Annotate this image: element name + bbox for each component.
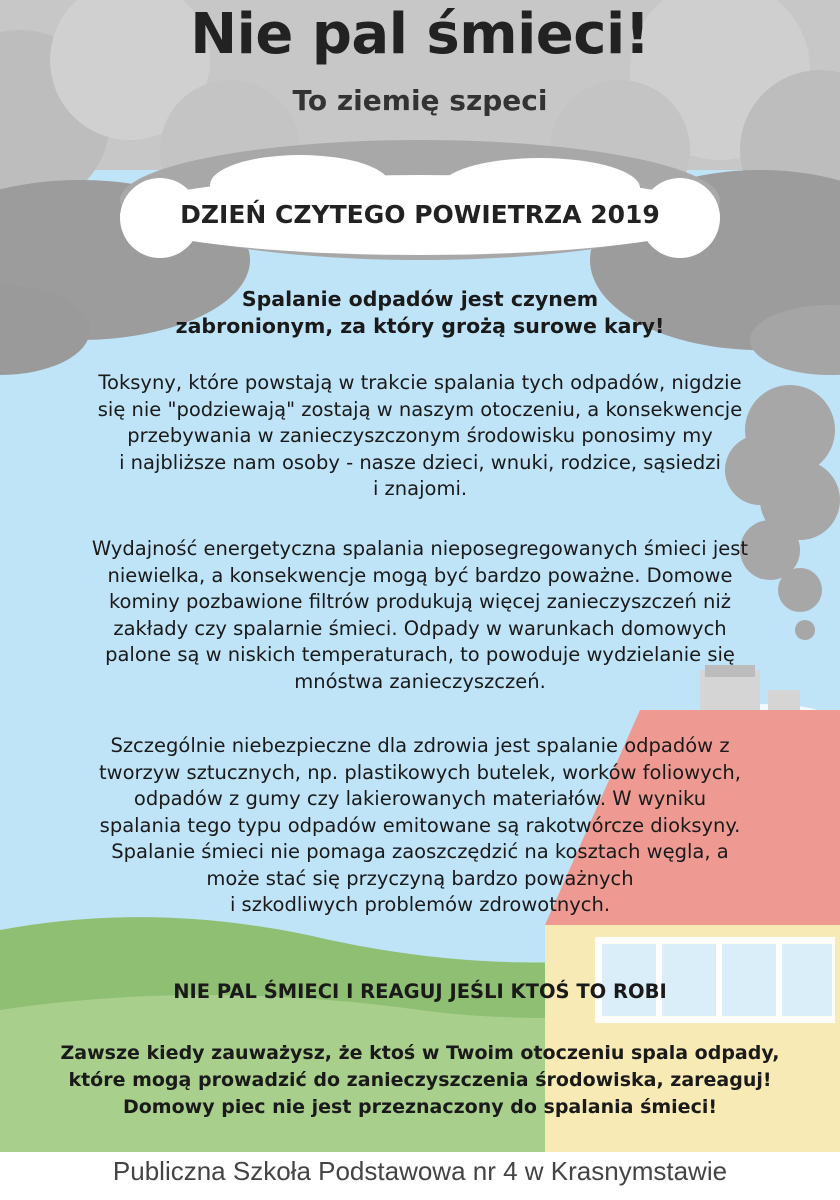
- event-title: DZIEŃ CZYTEGO POWIETRZA 2019: [180, 200, 660, 229]
- paragraph-line: palone są w niskich temperaturach, to powoduje wydzielanie się: [105, 643, 735, 666]
- school-footer: Publiczna Szkoła Podstawowa nr 4 w Krasnymstawie: [112, 1156, 728, 1186]
- paragraph-line: zakłady czy spalarnie śmieci. Odpady w warunkach domowych: [113, 616, 727, 640]
- lead-line: zabronionym, za który grożą surowe kary!: [175, 314, 665, 338]
- page-subtitle: To ziemię szpeci: [292, 84, 548, 117]
- paragraph-line: się nie "podziewają" zostają w naszym otoczeniu, a konsekwencje: [97, 397, 743, 421]
- paragraph-line: przebywania w zanieczyszczonym środowisku ponosimy my: [127, 424, 713, 447]
- paragraph-line: niewielka, a konsekwencje mogą być bardzo poważne. Domowe: [107, 563, 733, 587]
- paragraph-line: odpadów z gumy czy lakierowanych materiałów. W wyniku: [133, 787, 707, 810]
- paragraph-line: Toksyny, które powstają w trakcie spalania tych odpadów, nigdzie: [98, 371, 742, 394]
- call-to-action: NIE PAL ŚMIECI I REAGUJ JEŚLI KTOŚ TO ROBI: [173, 980, 667, 1003]
- lead-line: Spalanie odpadów jest czynem: [241, 287, 599, 311]
- paragraph-line: i szkodliwych problemów zdrowotnych.: [229, 893, 611, 916]
- paragraph-toxins: [0, 370, 840, 503]
- lead-paragraph: [0, 286, 840, 340]
- paragraph-line: Szczególnie niebezpieczne dla zdrowia jest spalanie odpadów z: [110, 734, 730, 757]
- paragraph-line: mnóstwa zanieczyszczeń.: [294, 669, 546, 693]
- paragraph-line: tworzyw sztucznych, np. plastikowych butelek, worków foliowych,: [99, 760, 741, 784]
- paragraph-line: spalania tego typu odpadów emitowane są rakotwórcze dioksyny.: [99, 813, 741, 837]
- closing-paragraph: [0, 1040, 840, 1121]
- paragraph-line: i znajomi.: [372, 477, 468, 500]
- paragraph-line: może stać się przyczyną bardzo poważnych: [206, 866, 634, 890]
- paragraph-line: Wydajność energetyczna spalania nieposegregowanych śmieci jest: [91, 537, 749, 560]
- paragraph-plastics: [0, 733, 840, 919]
- page-title: Nie pal śmieci!: [190, 2, 650, 67]
- closing-line: które mogą prowadzić do zanieczyszczenia środowiska, zareaguj!: [68, 1069, 772, 1091]
- paragraph-line: i najbliższe nam osoby - nasze dzieci, wnuki, rodzice, sąsiedzi: [119, 450, 721, 474]
- closing-line: Domowy piec nie jest przeznaczony do spalania śmieci!: [122, 1096, 718, 1118]
- paragraph-line: Spalanie śmieci nie pomaga zaoszczędzić na kosztach węgla, a: [111, 840, 729, 863]
- closing-line: Zawsze kiedy zauważysz, że ktoś w Twoim otoczeniu spala odpady,: [60, 1042, 780, 1064]
- paragraph-efficiency: [0, 536, 840, 695]
- paragraph-line: kominy pozbawione filtrów produkują więcej zanieczyszczeń niż: [108, 590, 732, 613]
